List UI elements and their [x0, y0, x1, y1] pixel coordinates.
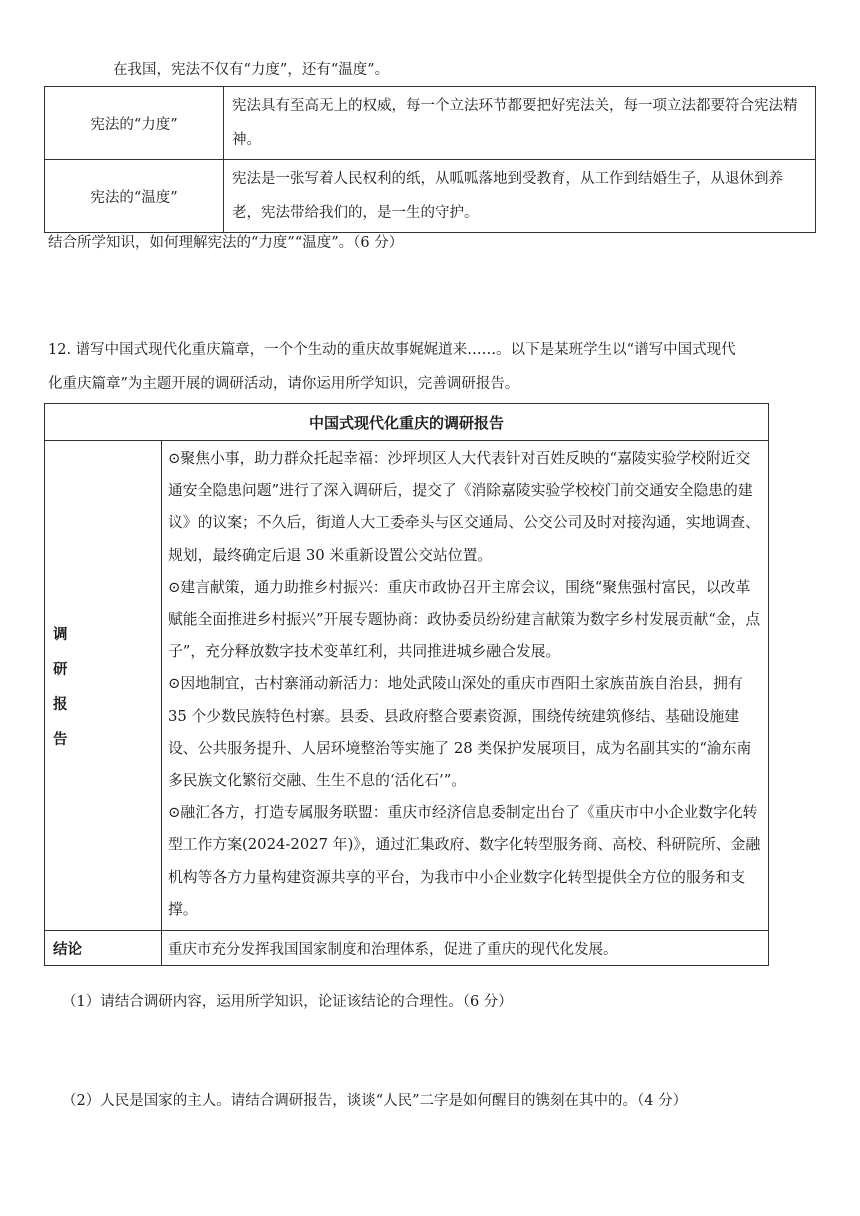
table-row — [45, 87, 816, 160]
side-char: 研 — [53, 661, 68, 678]
table-row — [45, 160, 816, 233]
question-text: 结合所学知识，如何理解宪法的“力度”“温度”。（6 分） — [48, 235, 404, 251]
report-side-label — [45, 441, 162, 931]
report-paragraph: ⊙融汇各方，打造专属服务联盟：重庆市经济信息委制定出台了《重庆市中小企业数字化转型工作方案(2024-2027 年)》，通过汇集政府、数字化转型服务商、高校、科研院所、金融机构等各方力量构建资源共享的平台，为我市中小企业数字化转型提供全方位的服务和支撑。 — [168, 804, 761, 918]
constitution-table — [44, 86, 816, 233]
row-label: 宪法的“温度” — [45, 160, 224, 233]
question12-line2: 化重庆篇章”为主题开展的调研活动，请你运用所学知识，完善调研报告。 — [48, 376, 520, 392]
report-body — [162, 441, 769, 931]
row-label: 宪法的“力度” — [45, 87, 224, 160]
conclusion-label: 结论 — [45, 931, 162, 966]
report-paragraph: ⊙因地制宜，古村寨涌动新活力：地处武陵山深处的重庆市酉阳土家族苗族自治县，拥有 35 个少数民族特色村寨。县委、县政府整合要素资源，围绕传统建筑修结、基础设施建设、公共服务提升、人居环境整治等实施了 28 类保护发展项目，成为名副其实的“渝东南多民族文化繁衍交融、生生不息的‘活化石’”。 — [168, 675, 752, 790]
report-paragraph: ⊙建言献策，通力助推乡村振兴：重庆市政协召开主席会议，围绕“聚焦强村富民，以改革赋能全面推进乡村振兴”开展专题协商：政协委员纷纷建言献策为数字乡村发展贡献“金，点子”，充分释放数字技术变革红利，共同推进城乡融合发展。 — [168, 578, 761, 661]
conclusion-text: 重庆市充分发挥我国国家制度和治理体系，促进了重庆的现代化发展。 — [162, 931, 769, 966]
report-title: 中国式现代化重庆的调研报告 — [45, 404, 769, 441]
question12-line1: 12. 谱写中国式现代化重庆篇章，一个个生动的重庆故事娓娓道来……。以下是某班学生以“谱写中国式现代 — [48, 342, 736, 358]
row-text: 宪法具有至高无上的权威，每一个立法环节都要把好宪法关，每一项立法都要符合宪法精神。 — [224, 87, 816, 160]
side-char: 告 — [53, 731, 68, 748]
report-table — [44, 403, 769, 966]
side-char: 报 — [53, 696, 68, 713]
subquestion-2: （2）人民是国家的主人。请结合调研报告，谈谈“人民”二字是如何醒目的镌刻在其中的。（4 分） — [62, 1093, 688, 1109]
subquestion-1: （1）请结合调研内容，运用所学知识，论证该结论的合理性。（6 分） — [62, 994, 513, 1010]
row-text: 宪法是一张写着人民权利的纸，从呱呱落地到受教育，从工作到结婚生子，从退休到养老，宪法带给我们的，是一生的守护。 — [224, 160, 816, 233]
side-char: 调 — [53, 626, 68, 643]
report-paragraph: ⊙聚焦小事，助力群众托起幸福：沙坪坝区人大代表针对百姓反映的“嘉陵实验学校附近交通安全隐患问题”进行了深入调研后，提交了《消除嘉陵实验学校校门前交通安全隐患的建议》的议案；不久后，街道人大工委牵头与区交通局、公交公司及时对接沟通，实地调查、规划，最终确定后退 30 米重新设置公交站位置。 — [168, 450, 760, 564]
intro-text: 在我国，宪法不仅有“力度”，还有“温度”。 — [113, 62, 390, 78]
